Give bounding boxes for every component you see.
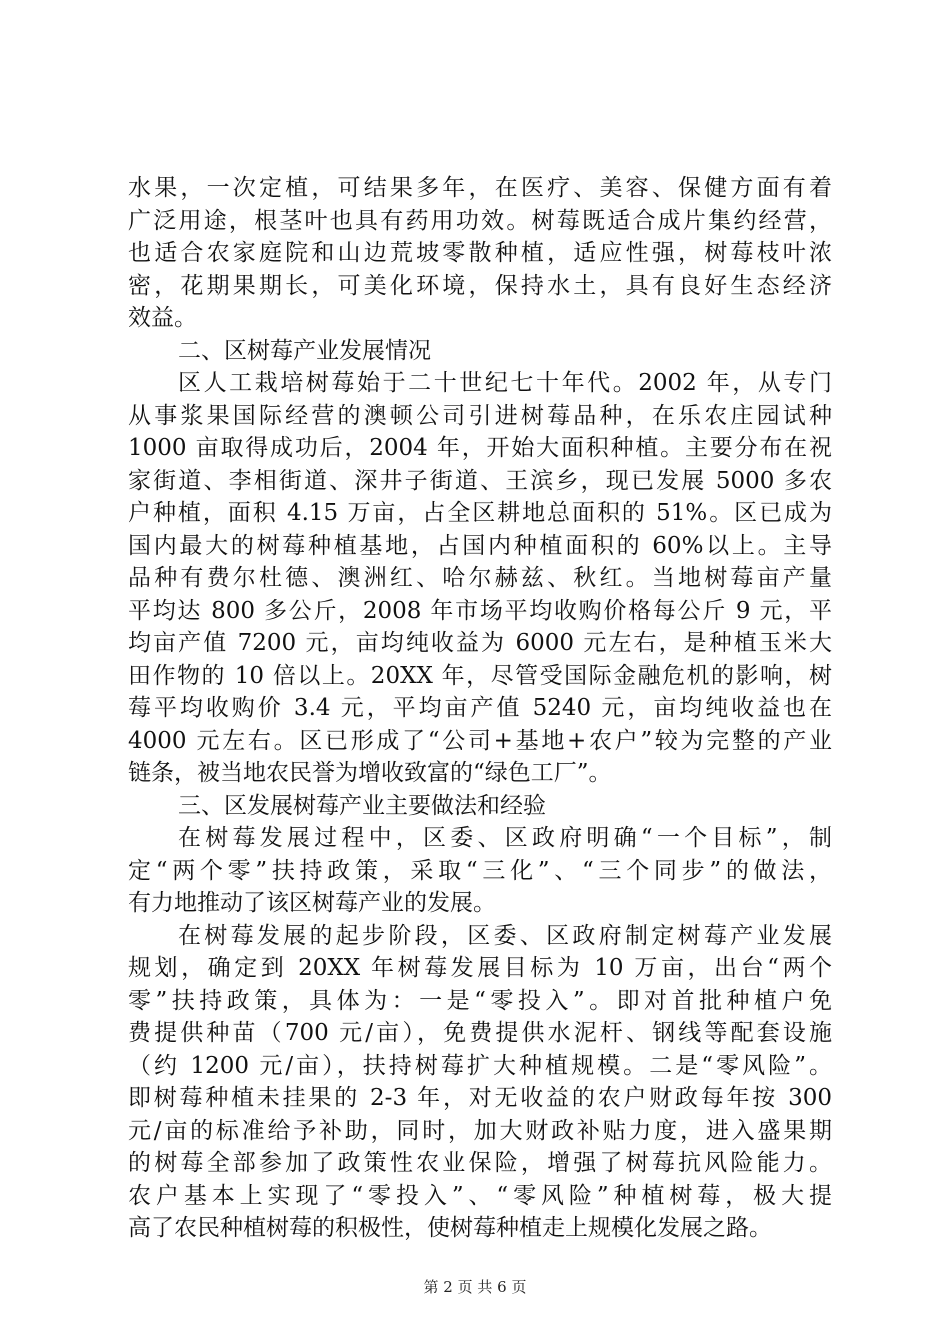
text-line: 区人工栽培树莓始于二十世纪七十年代。2002 年，从专门 [178,370,832,396]
text-line: 链条，被当地农民誉为增收致富的“绿色工厂”。 [128,760,612,786]
page-number-footer: 第 2 页 共 6 页 [423,1278,527,1296]
document-body [128,172,832,1245]
text-line: 农户基本上实现了“零投入”、“零风险”种植树莓，极大提 [128,1182,832,1209]
text-line: 也适合农家庭院和山边荒坡零散种植，适应性强，树莓枝叶浓 [128,240,832,266]
text-line: 密，花期果期长，可美化环境，保持水土，具有良好生态经济 [128,272,832,299]
section-heading: 三、区发展树莓产业主要做法和经验 [178,792,546,819]
text-line: 高了农民种植树莓的积极性，使树莓种植走上规模化发展之路。 [128,1215,772,1241]
text-line: 效益。 [128,305,197,331]
text-line: 定“两个零”扶持政策，采取“三化”、“三个同步”的做法， [128,857,832,884]
section-heading: 二、区树莓产业发展情况 [178,337,431,364]
text-line: 费提供种苗（700 元/亩），免费提供水泥杆、钢线等配套设施 [128,1020,832,1046]
text-line: 有力地推动了该区树莓产业的发展。 [128,890,496,916]
text-line: 田作物的 10 倍以上。20XX 年，尽管受国际金融危机的影响，树 [128,662,832,689]
text-line: 在树莓发展的起步阶段，区委、区政府制定树莓产业发展 [178,922,832,949]
text-line: 广泛用途，根茎叶也具有药用功效。树莓既适合成片集约经营， [128,207,832,234]
text-line: 4000 元左右。区已形成了“公司+基地+农户”较为完整的产业 [128,727,832,754]
text-line: 水果，一次定植，可结果多年，在医疗、美容、保健方面有着 [128,175,832,201]
text-line: 平均达 800 多公斤，2008 年市场平均收购价格每公斤 9 元，平 [128,597,832,624]
text-line: 在树莓发展过程中，区委、区政府明确“一个目标”，制 [178,825,832,851]
text-line: 1000 亩取得成功后，2004 年，开始大面积种植。主要分布在祝 [128,435,832,461]
text-line: 家街道、李相街道、深井子街道、王滨乡，现已发展 5000 多农 [128,467,832,494]
text-line: 规划，确定到 20XX 年树莓发展目标为 10 万亩，出台“两个 [128,955,832,981]
text-line: 即树莓种植未挂果的 2-3 年，对无收益的农户财政每年按 300 [128,1085,832,1111]
text-line: 从事浆果国际经营的澳顿公司引进树莓品种，在乐农庄园试种 [128,402,832,429]
text-line: 均亩产值 7200 元，亩均纯收益为 6000 元左右，是种植玉米大 [128,630,832,656]
text-line: 元/亩的标准给予补助，同时，加大财政补贴力度，进入盛果期 [128,1117,832,1144]
text-line: 零”扶持政策，具体为：一是“零投入”。即对首批种植户免 [128,987,832,1014]
text-line: 的树莓全部参加了政策性农业保险，增强了树莓抗风险能力。 [128,1150,832,1176]
text-line: 户种植，面积 4.15 万亩，占全区耕地总面积的 51%。区已成为 [128,500,832,526]
text-line: 品种有费尔杜德、澳洲红、哈尔赫兹、秋红。当地树莓亩产量 [128,565,832,591]
text-line: 莓平均收购价 3.4 元，平均亩产值 5240 元，亩均纯收益也在 [128,695,832,721]
text-line: （约 1200 元/亩），扶持树莓扩大种植规模。二是“零风险”。 [128,1052,832,1079]
text-line: 国内最大的树莓种植基地，占国内种植面积的 60%以上。主导 [128,532,832,559]
